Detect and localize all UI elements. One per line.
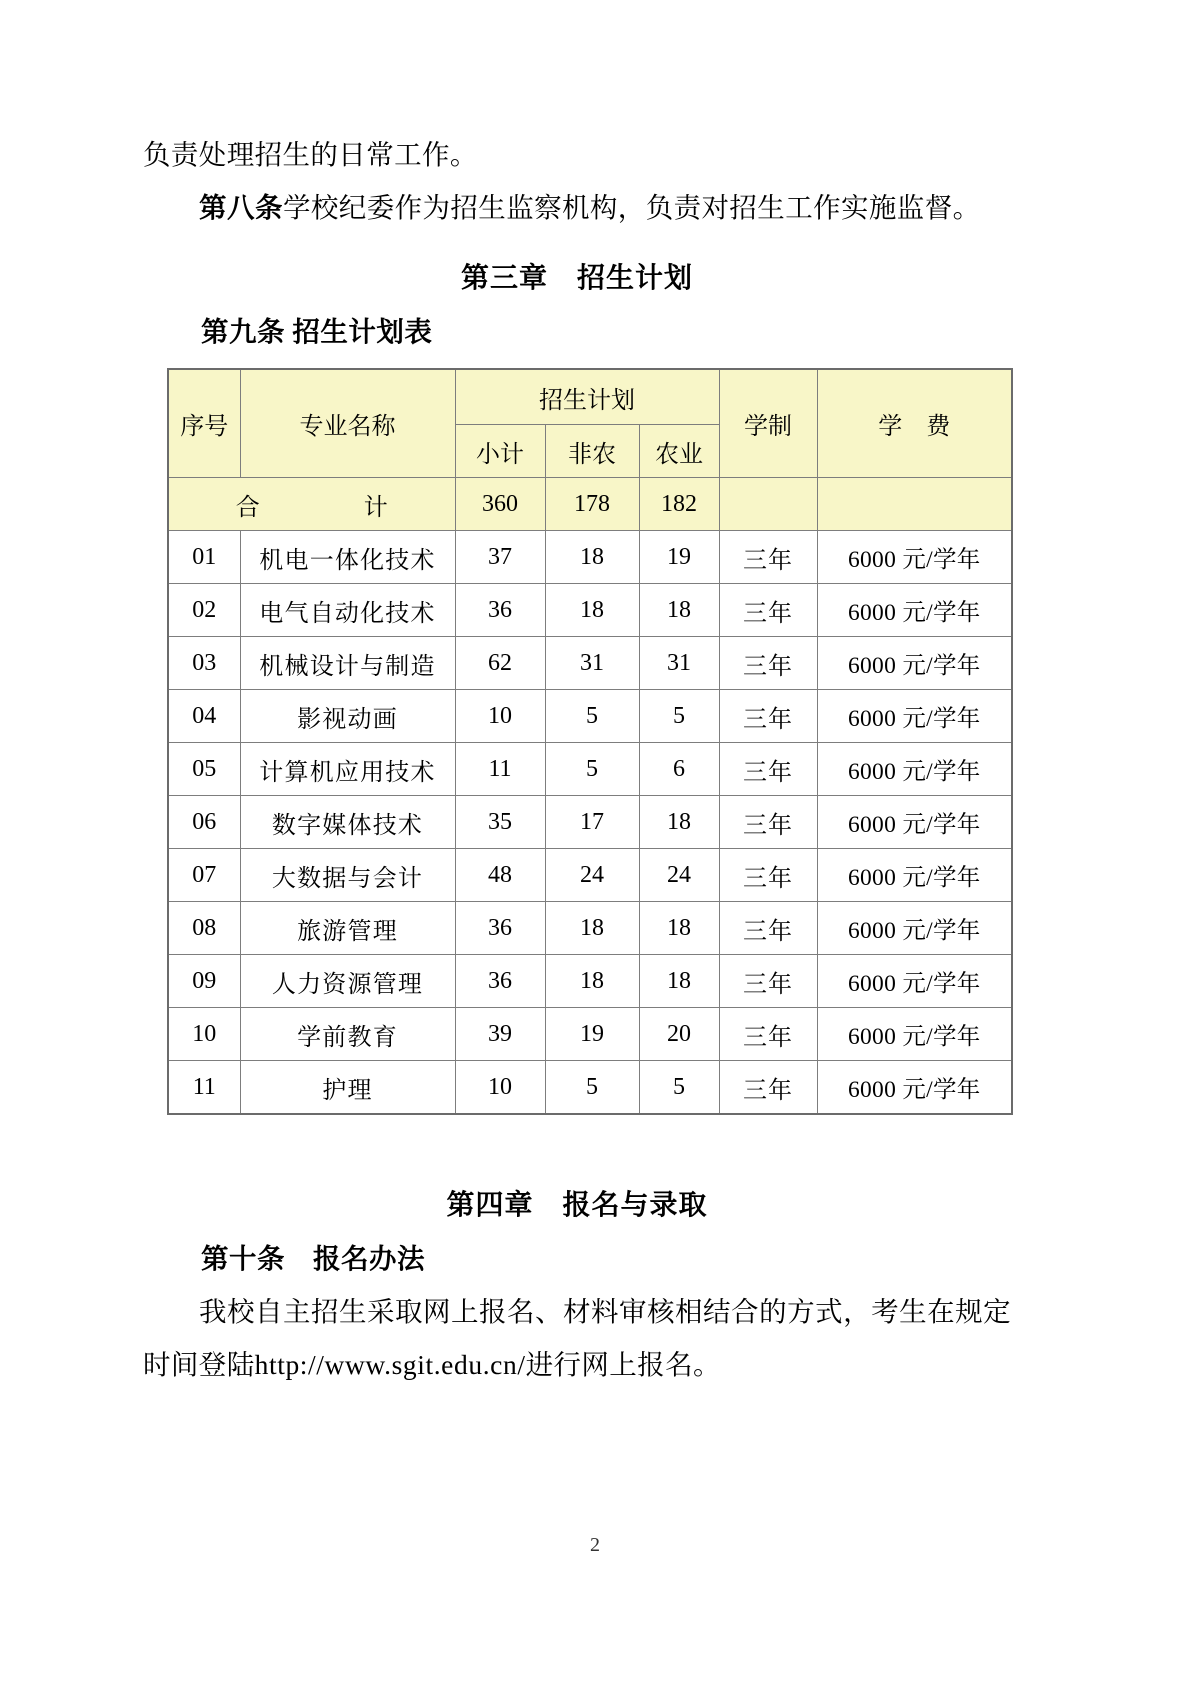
spacer <box>143 234 1011 250</box>
row-index: 04 <box>168 690 240 743</box>
row-non-agri: 18 <box>545 531 639 584</box>
row-length: 三年 <box>719 902 817 955</box>
row-agri: 20 <box>639 1008 719 1061</box>
row-index: 08 <box>168 902 240 955</box>
row-non-agri: 5 <box>545 743 639 796</box>
header-subtotal: 小计 <box>455 425 545 478</box>
header-agri: 农业 <box>639 425 719 478</box>
row-subtotal: 39 <box>455 1008 545 1061</box>
row-subtotal: 37 <box>455 531 545 584</box>
row-fee: 6000 元/学年 <box>817 1061 1012 1115</box>
total-length <box>719 478 817 531</box>
row-subtotal: 36 <box>455 902 545 955</box>
table-body <box>168 478 1012 1115</box>
row-length: 三年 <box>719 637 817 690</box>
row-index: 02 <box>168 584 240 637</box>
row-fee: 6000 元/学年 <box>817 584 1012 637</box>
row-agri: 18 <box>639 902 719 955</box>
row-subtotal: 62 <box>455 637 545 690</box>
header-plan-group: 招生计划 <box>455 369 719 425</box>
row-major: 大数据与会计 <box>240 849 455 902</box>
paragraph-continuation: 负责处理招生的日常工作。 <box>143 139 478 170</box>
row-index: 01 <box>168 531 240 584</box>
total-non-agri: 178 <box>545 478 639 531</box>
row-fee: 6000 元/学年 <box>817 1008 1012 1061</box>
row-length: 三年 <box>719 1061 817 1115</box>
article-10-body <box>143 1285 1011 1391</box>
row-agri: 24 <box>639 849 719 902</box>
row-agri: 18 <box>639 955 719 1008</box>
table-row <box>168 902 1012 955</box>
header-non-agri: 非农 <box>545 425 639 478</box>
row-index: 09 <box>168 955 240 1008</box>
row-major: 数字媒体技术 <box>240 796 455 849</box>
row-subtotal: 11 <box>455 743 545 796</box>
row-length: 三年 <box>719 584 817 637</box>
enrollment-plan-table-container <box>143 368 1011 1115</box>
article-9-heading: 第九条 招生计划表 <box>201 316 433 347</box>
total-label-cell <box>168 478 455 531</box>
row-fee: 6000 元/学年 <box>817 531 1012 584</box>
row-agri: 19 <box>639 531 719 584</box>
row-major: 人力资源管理 <box>240 955 455 1008</box>
total-agri: 182 <box>639 478 719 531</box>
row-agri: 18 <box>639 796 719 849</box>
row-length: 三年 <box>719 531 817 584</box>
total-label-he: 合 <box>235 494 260 521</box>
table-row <box>168 955 1012 1008</box>
row-major: 计算机应用技术 <box>240 743 455 796</box>
page-number: 2 <box>590 1534 600 1556</box>
article-10-line-1: 我校自主招生采取网上报名、材料审核相结合的方式，考 <box>199 1296 900 1327</box>
row-length: 三年 <box>719 955 817 1008</box>
row-length: 三年 <box>719 796 817 849</box>
row-non-agri: 24 <box>545 849 639 902</box>
table-header <box>168 369 1012 478</box>
row-subtotal: 36 <box>455 584 545 637</box>
row-index: 05 <box>168 743 240 796</box>
row-agri: 5 <box>639 1061 719 1115</box>
total-label-ji: 计 <box>363 494 388 521</box>
table-row <box>168 849 1012 902</box>
total-fee <box>817 478 1012 531</box>
spacer-after-table <box>143 1115 1011 1177</box>
row-non-agri: 17 <box>545 796 639 849</box>
row-index: 06 <box>168 796 240 849</box>
header-length: 学制 <box>719 369 817 478</box>
row-subtotal: 36 <box>455 955 545 1008</box>
table-row <box>168 531 1012 584</box>
row-major: 影视动画 <box>240 690 455 743</box>
row-major: 机械设计与制造 <box>240 637 455 690</box>
row-subtotal: 10 <box>455 690 545 743</box>
table-row <box>168 584 1012 637</box>
row-index: 10 <box>168 1008 240 1061</box>
row-fee: 6000 元/学年 <box>817 796 1012 849</box>
chapter-3-heading: 第三章 招生计划 <box>460 261 693 294</box>
total-row <box>168 478 1012 531</box>
row-index: 11 <box>168 1061 240 1115</box>
row-agri: 18 <box>639 584 719 637</box>
table-row <box>168 690 1012 743</box>
article-8-paragraph <box>143 181 1011 234</box>
table-row <box>168 1061 1012 1115</box>
row-major: 护理 <box>240 1061 455 1115</box>
table-row <box>168 637 1012 690</box>
table-row <box>168 796 1012 849</box>
row-major: 学前教育 <box>240 1008 455 1061</box>
total-subtotal: 360 <box>455 478 545 531</box>
registration-url: http://www.sgit.edu.cn/ <box>254 1349 526 1380</box>
row-non-agri: 31 <box>545 637 639 690</box>
row-non-agri: 5 <box>545 1061 639 1115</box>
article-8-text: 学校纪委作为招生监察机构，负责对招生工作实施监督。 <box>283 192 981 223</box>
header-major: 专业名称 <box>240 369 455 478</box>
row-fee: 6000 元/学年 <box>817 637 1012 690</box>
row-index: 03 <box>168 637 240 690</box>
row-non-agri: 5 <box>545 690 639 743</box>
table-row <box>168 1008 1012 1061</box>
row-subtotal: 10 <box>455 1061 545 1115</box>
row-index: 07 <box>168 849 240 902</box>
row-fee: 6000 元/学年 <box>817 955 1012 1008</box>
enrollment-plan-table <box>167 368 1013 1115</box>
chapter-4-heading: 第四章 报名与录取 <box>446 1188 708 1221</box>
row-fee: 6000 元/学年 <box>817 902 1012 955</box>
row-length: 三年 <box>719 1008 817 1061</box>
row-fee: 6000 元/学年 <box>817 849 1012 902</box>
row-major: 电气自动化技术 <box>240 584 455 637</box>
article-10-line-2-pre: 生在规定时间登陆 <box>143 1296 1012 1380</box>
header-row-1 <box>168 369 1012 425</box>
page-content <box>143 128 1011 1391</box>
row-non-agri: 18 <box>545 902 639 955</box>
row-major: 旅游管理 <box>240 902 455 955</box>
row-non-agri: 19 <box>545 1008 639 1061</box>
header-index: 序号 <box>168 369 240 478</box>
article-8-label: 第八条 <box>199 192 283 223</box>
row-length: 三年 <box>719 849 817 902</box>
table-row <box>168 743 1012 796</box>
row-agri: 31 <box>639 637 719 690</box>
article-10-heading: 第十条 报名办法 <box>201 1243 425 1274</box>
row-fee: 6000 元/学年 <box>817 690 1012 743</box>
article-10-line-2-post: 进行网上报名。 <box>525 1349 721 1380</box>
row-major: 机电一体化技术 <box>240 531 455 584</box>
row-agri: 5 <box>639 690 719 743</box>
row-subtotal: 35 <box>455 796 545 849</box>
row-subtotal: 48 <box>455 849 545 902</box>
header-fee: 学 费 <box>817 369 1012 478</box>
row-non-agri: 18 <box>545 584 639 637</box>
row-length: 三年 <box>719 743 817 796</box>
row-non-agri: 18 <box>545 955 639 1008</box>
row-length: 三年 <box>719 690 817 743</box>
row-fee: 6000 元/学年 <box>817 743 1012 796</box>
row-agri: 6 <box>639 743 719 796</box>
